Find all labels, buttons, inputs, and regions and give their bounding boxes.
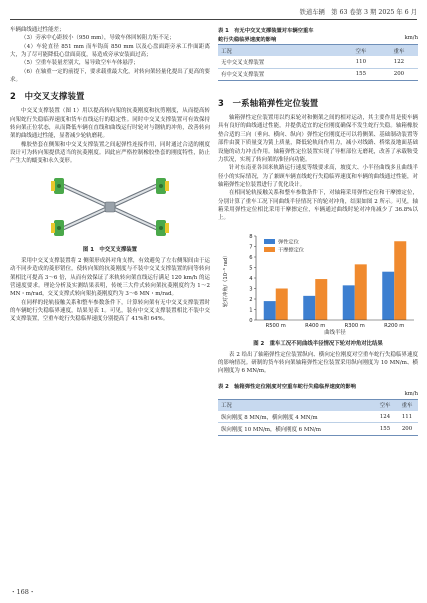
table-unit-row xyxy=(218,391,418,398)
table-row xyxy=(218,423,418,435)
table-cell: 有中交叉支撑装置 xyxy=(218,68,342,80)
legend-label: 弹性定位 xyxy=(278,239,299,246)
x-tick-label: R200 m xyxy=(384,322,405,329)
paragraph: （5）空重车装量差别大，易导致空车车体悬浮； xyxy=(21,60,139,67)
bar-friction-1 xyxy=(315,279,327,320)
table-cell: 110 xyxy=(342,56,380,68)
center-clamp xyxy=(105,202,115,212)
paragraph: 橡胶垫套在侧架和中交叉支撑装置之间起弹性连接作用，同时通过合适的刚度设计可为转向架提供适当的抗菱刚度。因此应严格控制橡胶垫套的刚度特性，防止产生大的蠕变和永久变形。 xyxy=(10,141,210,165)
table-unit: km/h xyxy=(404,390,418,397)
paragraph: 采用中交叉支撑装置将 2 侧架形成斜对角支撑，有效避免了左右侧架间由于运动不同步造成的菱形错位，使转向架的抗菱刚度与不装中交叉支撑装置的同等转向架相比可提高 3～6 倍，从而有效保证了米轨转向架直线运行满足 120 km/h 的运营速度要求。理论分析及实测结果表明，传统三大件式转向架抗菱刚度约为 1～2 MN・m/rad，交叉支撑式转向架抗菱刚度约为 3～6 MN・m/rad。 xyxy=(10,257,210,298)
section-heading: 3 一系轴箱弹性定位装置 xyxy=(218,98,319,109)
table-1 xyxy=(218,44,418,81)
x-axis-label: 曲线半径 xyxy=(324,329,346,336)
table-row xyxy=(218,411,418,423)
running-header: 铁道车辆 第 63 卷第 3 期 2025 年 6 月 xyxy=(299,9,417,16)
legend xyxy=(264,237,305,253)
bar-elastic-0 xyxy=(264,301,276,320)
y-tick-label: 7 xyxy=(249,243,253,250)
bar-friction-2 xyxy=(355,264,367,320)
bar-elastic-1 xyxy=(303,295,315,319)
table-caption: 表 1 有无中交叉支撑装置对车辆空重车 xyxy=(218,28,314,34)
table-row xyxy=(218,56,418,68)
y-tick-label: 0 xyxy=(249,317,253,324)
legend-swatch-friction xyxy=(264,247,275,252)
table-header-cell: 空车 xyxy=(342,45,380,57)
y-tick-label: 2 xyxy=(249,296,253,303)
table-cell: 111 xyxy=(396,411,418,423)
paragraph: 车辆曲线通过性能差； xyxy=(10,27,65,33)
legend-swatch-elastic xyxy=(264,239,275,244)
table-cell: 200 xyxy=(380,68,418,80)
table-row xyxy=(218,68,418,80)
figure-caption: 图 2 重车工况不同曲线半径情况下轮对冲角对比结果 xyxy=(253,340,383,347)
table-cell: 纵向刚度 8 MN/m，横向刚度 4 MN/m xyxy=(218,411,374,423)
end-fitting xyxy=(51,220,64,236)
legend-label: 干摩擦定位 xyxy=(278,247,304,254)
paragraph: 在相同轮轨接触关系和整车参数条件下，对轴箱采用弹性定位和干摩擦定位，分别计算了重车工况下同曲线半径情况下的轮对冲角，结果如图 2 所示。可见，轴箱采用弹性定位相比采用干摩擦定位，车辆通过曲线时轮对冲角减少了 36.8%以上。 xyxy=(218,190,418,222)
left-column xyxy=(10,26,210,324)
header-rule xyxy=(10,19,417,20)
paragraph: （4）车轮直径 851 mm 而车钩高 850 mm 以及心盘面距旁承工作面距离大，为了尽可能降低心盘面高度，易造成旁承安装面过高； xyxy=(10,43,210,59)
y-axis-label: 轮对冲角/（10⁻³ rad） xyxy=(223,252,229,307)
table-caption: 蛇行失稳临界速度的影响 km/h xyxy=(218,35,418,43)
y-tick-label: 3 xyxy=(249,285,253,292)
table-header-cell: 工况 xyxy=(218,45,342,57)
x-tick-label: R500 m xyxy=(265,322,286,329)
page-number: ・168・ xyxy=(10,588,36,596)
y-tick-label: 8 xyxy=(249,233,253,240)
x-tick-label: R300 m xyxy=(344,322,365,329)
table-2 xyxy=(218,399,418,436)
figure-caption: 图 1 中交叉支撑装置 xyxy=(82,246,138,253)
table-header-cell: 空车 xyxy=(374,399,396,411)
table-cell: 122 xyxy=(380,56,418,68)
x-tick-label: R400 m xyxy=(305,322,326,329)
y-tick-label: 5 xyxy=(249,264,253,271)
table-caption: 表 2 轴箱弹性定位刚度对空重车蛇行失稳临界速度的影响 xyxy=(218,383,356,390)
y-tick-label: 4 xyxy=(249,275,253,282)
table-unit: km/h xyxy=(404,35,418,41)
table-cell: 纵向刚度 10 MN/m，横向刚度 6 MN/m xyxy=(218,423,374,435)
y-tick-label: 1 xyxy=(249,306,253,313)
paragraph: 针对东南亚各国米轨路运行速度等级要求高，坡度大、小半径曲线多且曲线半径小的实际情况，为了兼顾车辆直线蛇行失稳临界速度和车辆的曲线通过性能，对轴箱弹性定位装置进行了优化设计。 xyxy=(218,165,418,188)
table-cell: 无中交叉支撑装置 xyxy=(218,56,342,68)
table-header-row xyxy=(218,399,418,411)
section-heading: 2 中交叉支撑装置 xyxy=(10,91,85,102)
end-fitting xyxy=(156,220,169,236)
end-fitting xyxy=(51,178,64,194)
table-cell: 155 xyxy=(342,68,380,80)
bar-friction-0 xyxy=(276,288,288,320)
table-cell: 155 xyxy=(374,423,396,435)
paragraph: 在同样的轮轨接触关系和整车参数条件下，计算转向架有无中交叉支撑装置时的车辆蛇行失稳临界速度，结果见表 1。可见，装有中交叉支撑装置相比不装中交叉支撑装置，空重车蛇行失稳临界速度分别提高了 41%和 64%。 xyxy=(10,299,210,323)
bar-elastic-2 xyxy=(343,285,355,320)
table-header-row xyxy=(218,45,418,57)
table-header-cell: 重车 xyxy=(396,399,418,411)
right-column xyxy=(218,26,418,436)
end-fitting xyxy=(156,178,169,194)
table-cell: 200 xyxy=(396,423,418,435)
paragraph: （3）旁承中心距较小（950 mm），导致车体回转阻力矩不足； xyxy=(21,35,175,42)
table-header-cell: 重车 xyxy=(380,45,418,57)
paragraph: 轴箱弹性定位装置用以约束轮对和侧架之间的相对运动，其主要作用是使车辆具有良好的曲线通过性能，并提供适宜的定位刚度确保不发生蛇行失稳。轴箱橡胶垫合适的三向（垂向、横向、纵向）弹性定位刚度还可以将侧架、基础制动装置等部件由簧下质量变为簧上质量，降低轮轨间作用力，减小对线路、桥梁及地面基础设施的动力冲击作用。轴箱弹性定位装置实现了导框部位无磨耗，改善了承载鞍受力状况，实现了转向架的准径向功能。 xyxy=(218,115,418,163)
bar-friction-3 xyxy=(394,241,406,320)
figure-cross-support xyxy=(10,170,210,242)
y-tick-label: 6 xyxy=(249,254,253,261)
paragraph: 中交叉支撑装置（图 1）用以提高转向架的抗菱刚度和抗剪刚度，从而提高转向架蛇行失稳临界速度和货车直线运行的稳定性。同时中交叉支撑装置可有效保持转向架正位状态，从而降低车辆在直线和曲线运行时轮对与钢轨的冲角，改善转向架的曲线通过性能，显著减少轮轨磨耗。 xyxy=(10,108,210,140)
table-cell: 124 xyxy=(374,411,396,423)
table-header-cell: 工况 xyxy=(218,399,374,411)
paragraph: 表 2 给出了轴箱弹性定位装置纵向、横向定位刚度对空重车蛇行失稳临界速度的影响情况。研制的货车转向架轴箱弹性定位装置采用纵向刚度为 10 MN/m、横向刚度为 6 MN/m。 xyxy=(218,351,418,375)
bar-elastic-3 xyxy=(382,271,394,319)
paragraph: （6）在轴重一定的前提下，要求载重最大化，对转向架轻量化提出了更高的要求。 xyxy=(10,68,210,84)
bar-chart xyxy=(218,226,418,336)
